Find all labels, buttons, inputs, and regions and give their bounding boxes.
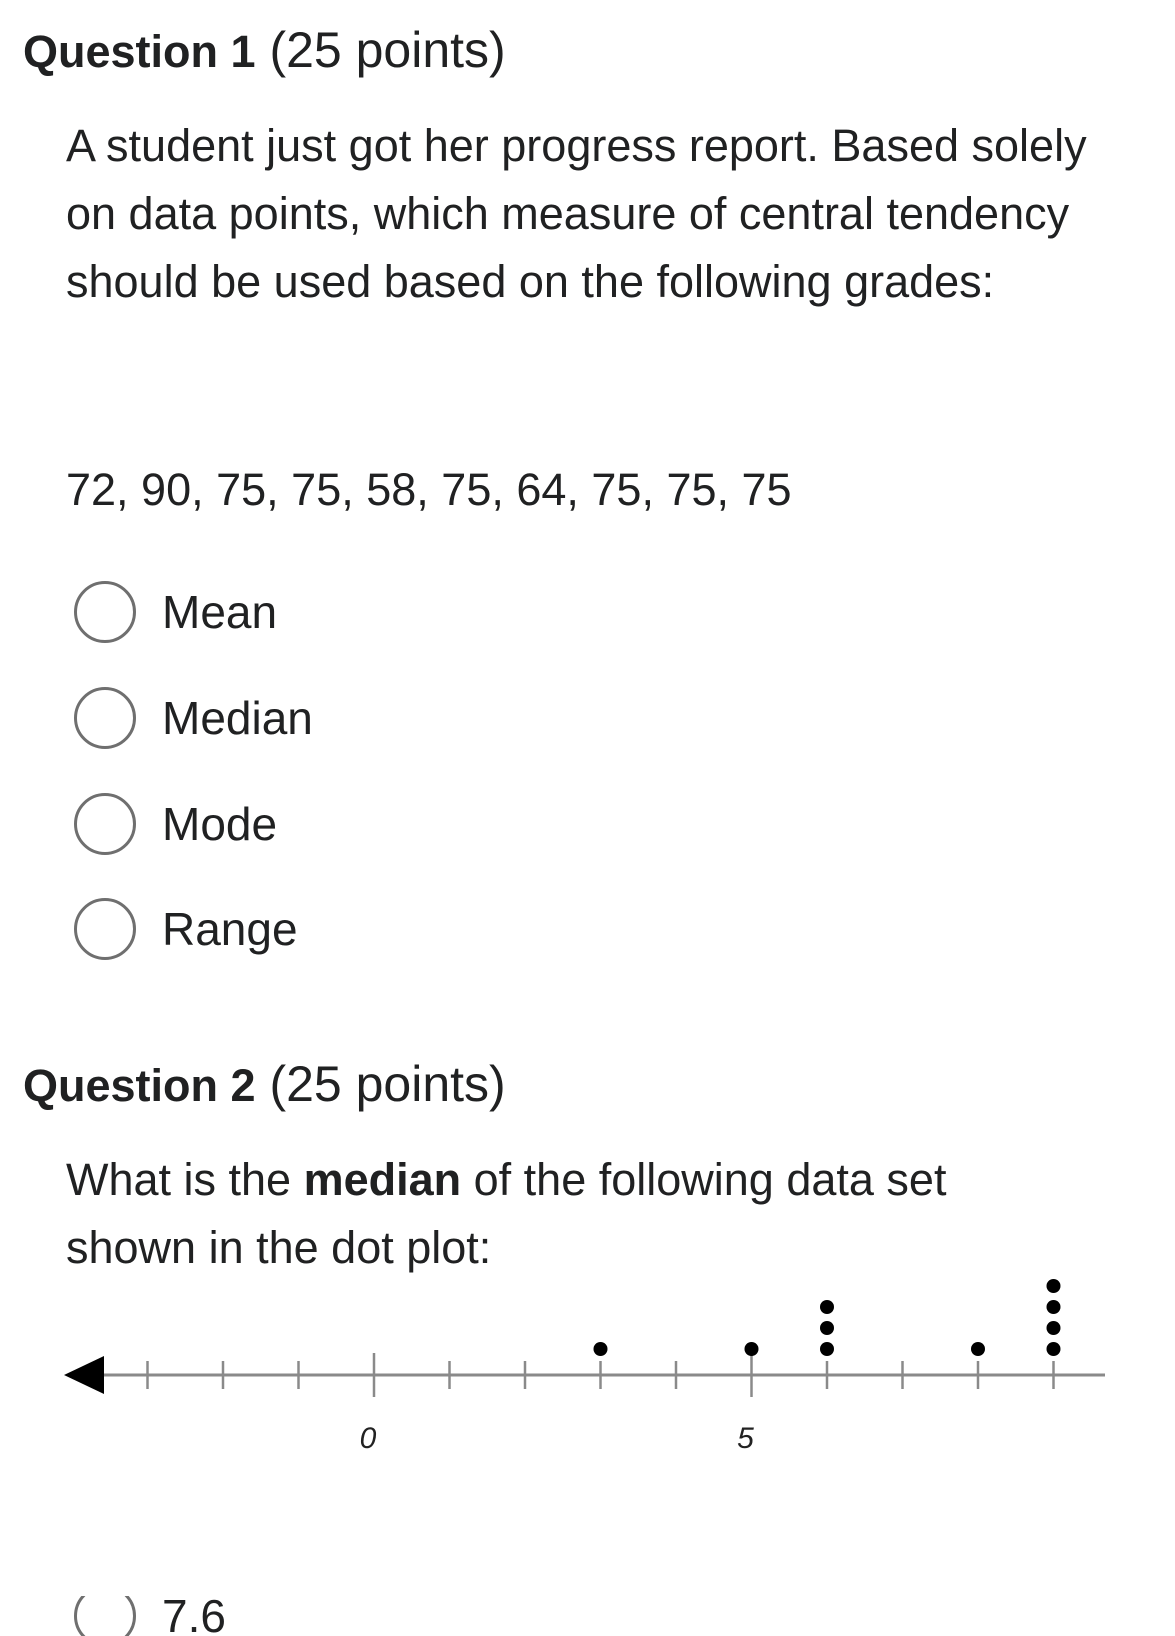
data-dot <box>1047 1279 1061 1293</box>
dot-plot <box>0 1270 1175 1490</box>
question-1-title <box>23 20 506 82</box>
option-range[interactable] <box>74 895 298 963</box>
question-1-points: (25 points) <box>269 22 506 78</box>
question-2-points: (25 points) <box>269 1056 506 1112</box>
question-2-prompt-bold: median <box>303 1154 462 1205</box>
dot-plot-axis <box>64 1356 1105 1394</box>
question-1-label: Question 1 <box>23 26 256 77</box>
grades-list: 72, 90, 75, 75, 58, 75, 64, 75, 75, 75 <box>66 464 792 515</box>
option-mean[interactable] <box>74 578 277 646</box>
data-dot <box>820 1300 834 1314</box>
data-dot <box>820 1321 834 1335</box>
data-dot <box>745 1342 759 1356</box>
question-2-prompt-start: What is the <box>66 1154 304 1205</box>
radio-button-mean[interactable] <box>74 581 136 643</box>
data-dot <box>1047 1321 1061 1335</box>
option-label-mode: Mode <box>162 798 278 850</box>
dot-plot-tick-labels <box>360 1422 755 1455</box>
question-2-label: Question 2 <box>23 1060 256 1111</box>
question-1-prompt: A student just got her progress report. Based solely on data points, which measure of central tendency should be used based on the following grades: <box>66 120 1087 307</box>
option-mode[interactable] <box>74 790 277 858</box>
radio-button-partial[interactable] <box>74 1596 136 1636</box>
option-label-range: Range <box>162 903 298 955</box>
data-dot <box>971 1342 985 1356</box>
option-label-mean: Mean <box>162 586 278 638</box>
option-median[interactable] <box>74 684 313 752</box>
axis-tick-label: 5 <box>737 1422 754 1455</box>
question-2-title <box>23 1054 506 1116</box>
radio-button-mode[interactable] <box>74 793 136 855</box>
data-dot <box>1047 1300 1061 1314</box>
radio-button-median[interactable] <box>74 687 136 749</box>
axis-left-arrow-icon <box>64 1356 104 1394</box>
dot-plot-dots <box>594 1279 1061 1356</box>
radio-button-range[interactable] <box>74 898 136 960</box>
data-dot <box>820 1342 834 1356</box>
option-partial[interactable] <box>74 1596 226 1636</box>
question-2-prompt <box>66 1146 1066 1282</box>
axis-tick-label: 0 <box>359 1422 377 1455</box>
option-label-median: Median <box>162 692 313 744</box>
option-label-partial: 7.6 <box>162 1596 226 1636</box>
data-dot <box>594 1342 608 1356</box>
question-2-prompt-end: of the following data set shown in the dot plot: <box>66 1154 947 1273</box>
data-dot <box>1047 1342 1061 1356</box>
